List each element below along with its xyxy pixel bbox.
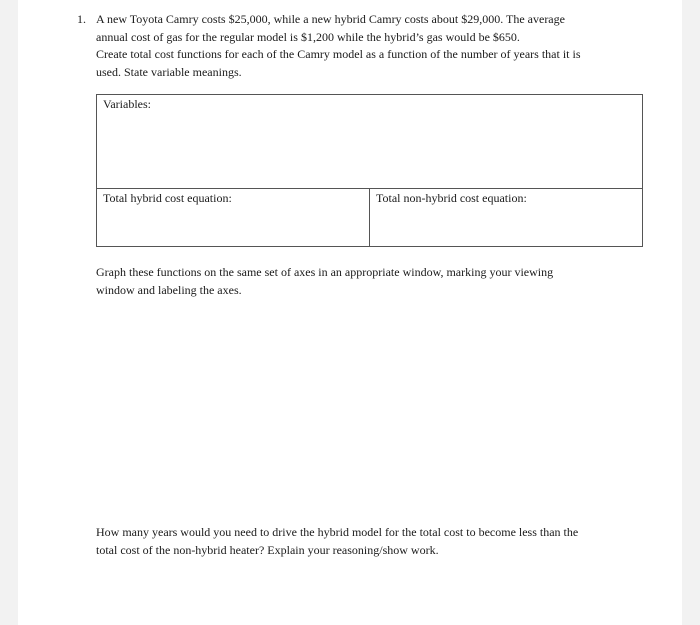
non-hybrid-equation-cell[interactable] xyxy=(370,189,642,246)
question-line: Create total cost functions for each of the Camry model as a function of the number of years that it is xyxy=(96,47,581,61)
worksheet-page xyxy=(18,0,682,625)
hybrid-equation-label: Total hybrid cost equation: xyxy=(103,191,232,205)
years-prompt-line: How many years would you need to drive the hybrid model for the total cost to become less than the xyxy=(96,525,579,539)
graph-prompt xyxy=(96,264,636,299)
variables-label: Variables: xyxy=(103,97,151,111)
question-number: 1. xyxy=(77,12,86,26)
graph-prompt-line: window and labeling the axes. xyxy=(96,282,242,297)
years-prompt-line: total cost of the non-hybrid heater? Explain your reasoning/show work. xyxy=(96,542,439,557)
question-text xyxy=(96,11,656,81)
answer-table xyxy=(96,94,643,247)
hybrid-equation-cell[interactable] xyxy=(97,189,370,246)
variables-cell[interactable] xyxy=(97,95,642,189)
years-prompt xyxy=(96,524,646,559)
graph-prompt-line: Graph these functions on the same set of axes in an appropriate window, marking your viewing xyxy=(96,265,554,279)
question-line: used. State variable meanings. xyxy=(96,64,242,79)
question-line: A new Toyota Camry costs $25,000, while a new hybrid Camry costs about $29,000. The average xyxy=(96,12,565,26)
non-hybrid-equation-label: Total non-hybrid cost equation: xyxy=(376,191,527,205)
question-line: annual cost of gas for the regular model is $1,200 while the hybrid’s gas would be $650. xyxy=(96,29,520,44)
